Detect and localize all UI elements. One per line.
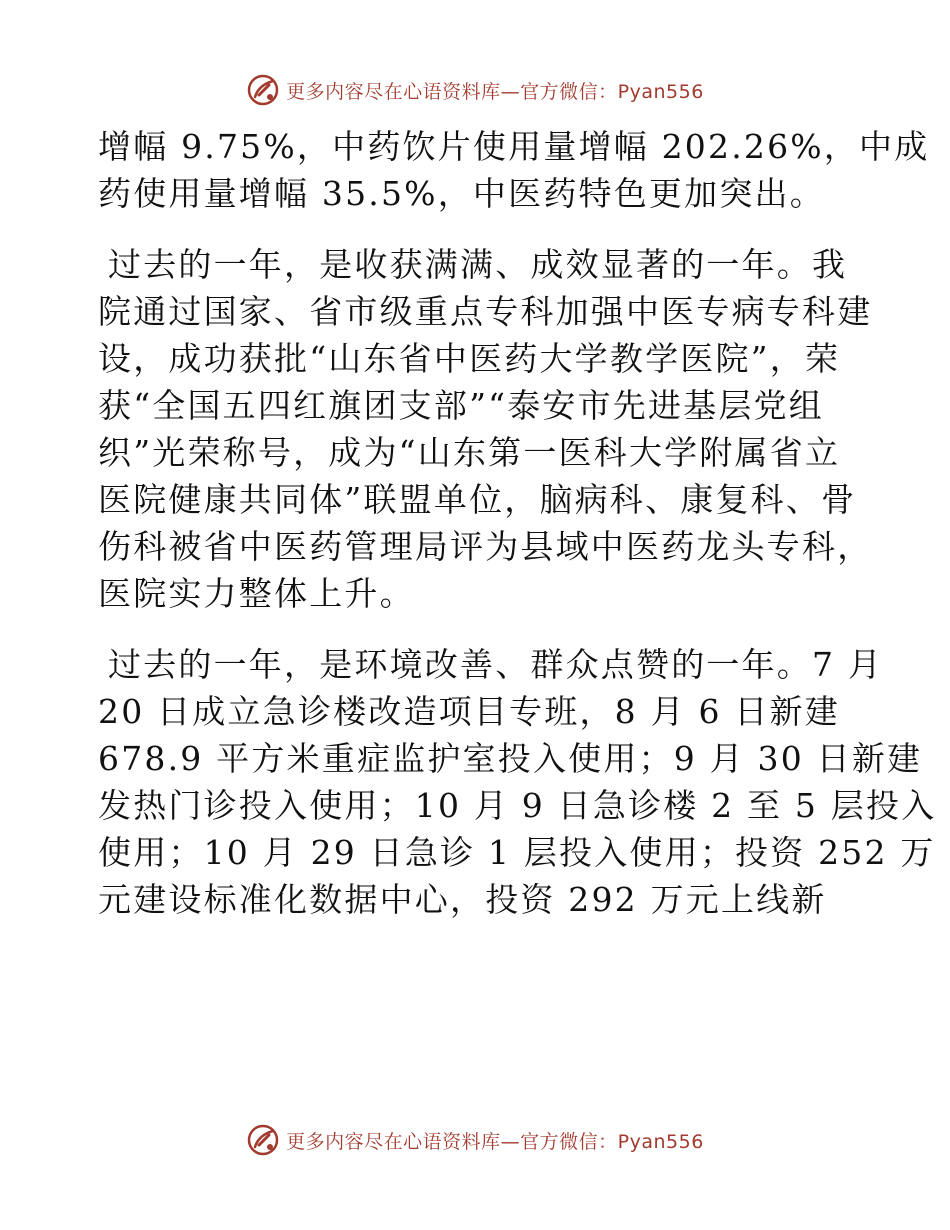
- header-watermark: [0, 70, 950, 110]
- text-line: 医院健康共同体”联盟单位，脑病科、康复科、骨: [98, 480, 857, 519]
- text-line: 过去的一年，是收获满满、成效显著的一年。我: [108, 245, 848, 284]
- paragraph-3: [98, 641, 937, 923]
- text-line: 伤科被省中医药管理局评为县域中医药龙头专科，: [98, 527, 873, 566]
- paragraph-2: [98, 241, 873, 617]
- document-body: [98, 123, 937, 923]
- text-line: 元建设标准化数据中心，投资 292 万元上线新: [98, 880, 827, 919]
- text-line: 过去的一年，是环境改善、群众点赞的一年。7 月: [108, 645, 884, 684]
- text-line: 院通过国家、省市级重点专科加强中医专病专科建: [98, 292, 873, 331]
- footer-watermark: [0, 1120, 950, 1160]
- brand-logo-icon: [246, 1123, 280, 1157]
- watermark-text: 更多内容尽在心语资料库—官方微信：Pyan556: [286, 80, 704, 103]
- text-line: 发热门诊投入使用；10 月 9 日急诊楼 2 至 5 层投入: [98, 786, 937, 825]
- text-line: 医院实力整体上升。: [98, 574, 415, 613]
- text-line: 678.9 平方米重症监护室投入使用；9 月 30 日新建: [98, 739, 923, 778]
- text-line: 增幅 9.75%，中药饮片使用量增幅 202.26%，中成: [98, 127, 930, 166]
- text-line: 织”光荣称号，成为“山东第一医科大学附属省立: [98, 433, 841, 472]
- watermark-text: 更多内容尽在心语资料库—官方微信：Pyan556: [286, 1130, 704, 1153]
- text-line: 使用；10 月 29 日急诊 1 层投入使用；投资 252 万: [98, 833, 936, 872]
- text-line: 获“全国五四红旗团支部”“泰安市先进基层党组: [98, 386, 825, 425]
- text-line: 设，成功获批“山东省中医药大学教学医院”，荣: [98, 339, 841, 378]
- text-line: 20 日成立急诊楼改造项目专班，8 月 6 日新建: [98, 692, 840, 731]
- brand-logo-icon: [246, 73, 280, 107]
- text-line: 药使用量增幅 35.5%，中医药特色更加突出。: [98, 174, 825, 213]
- paragraph-1: [98, 123, 930, 217]
